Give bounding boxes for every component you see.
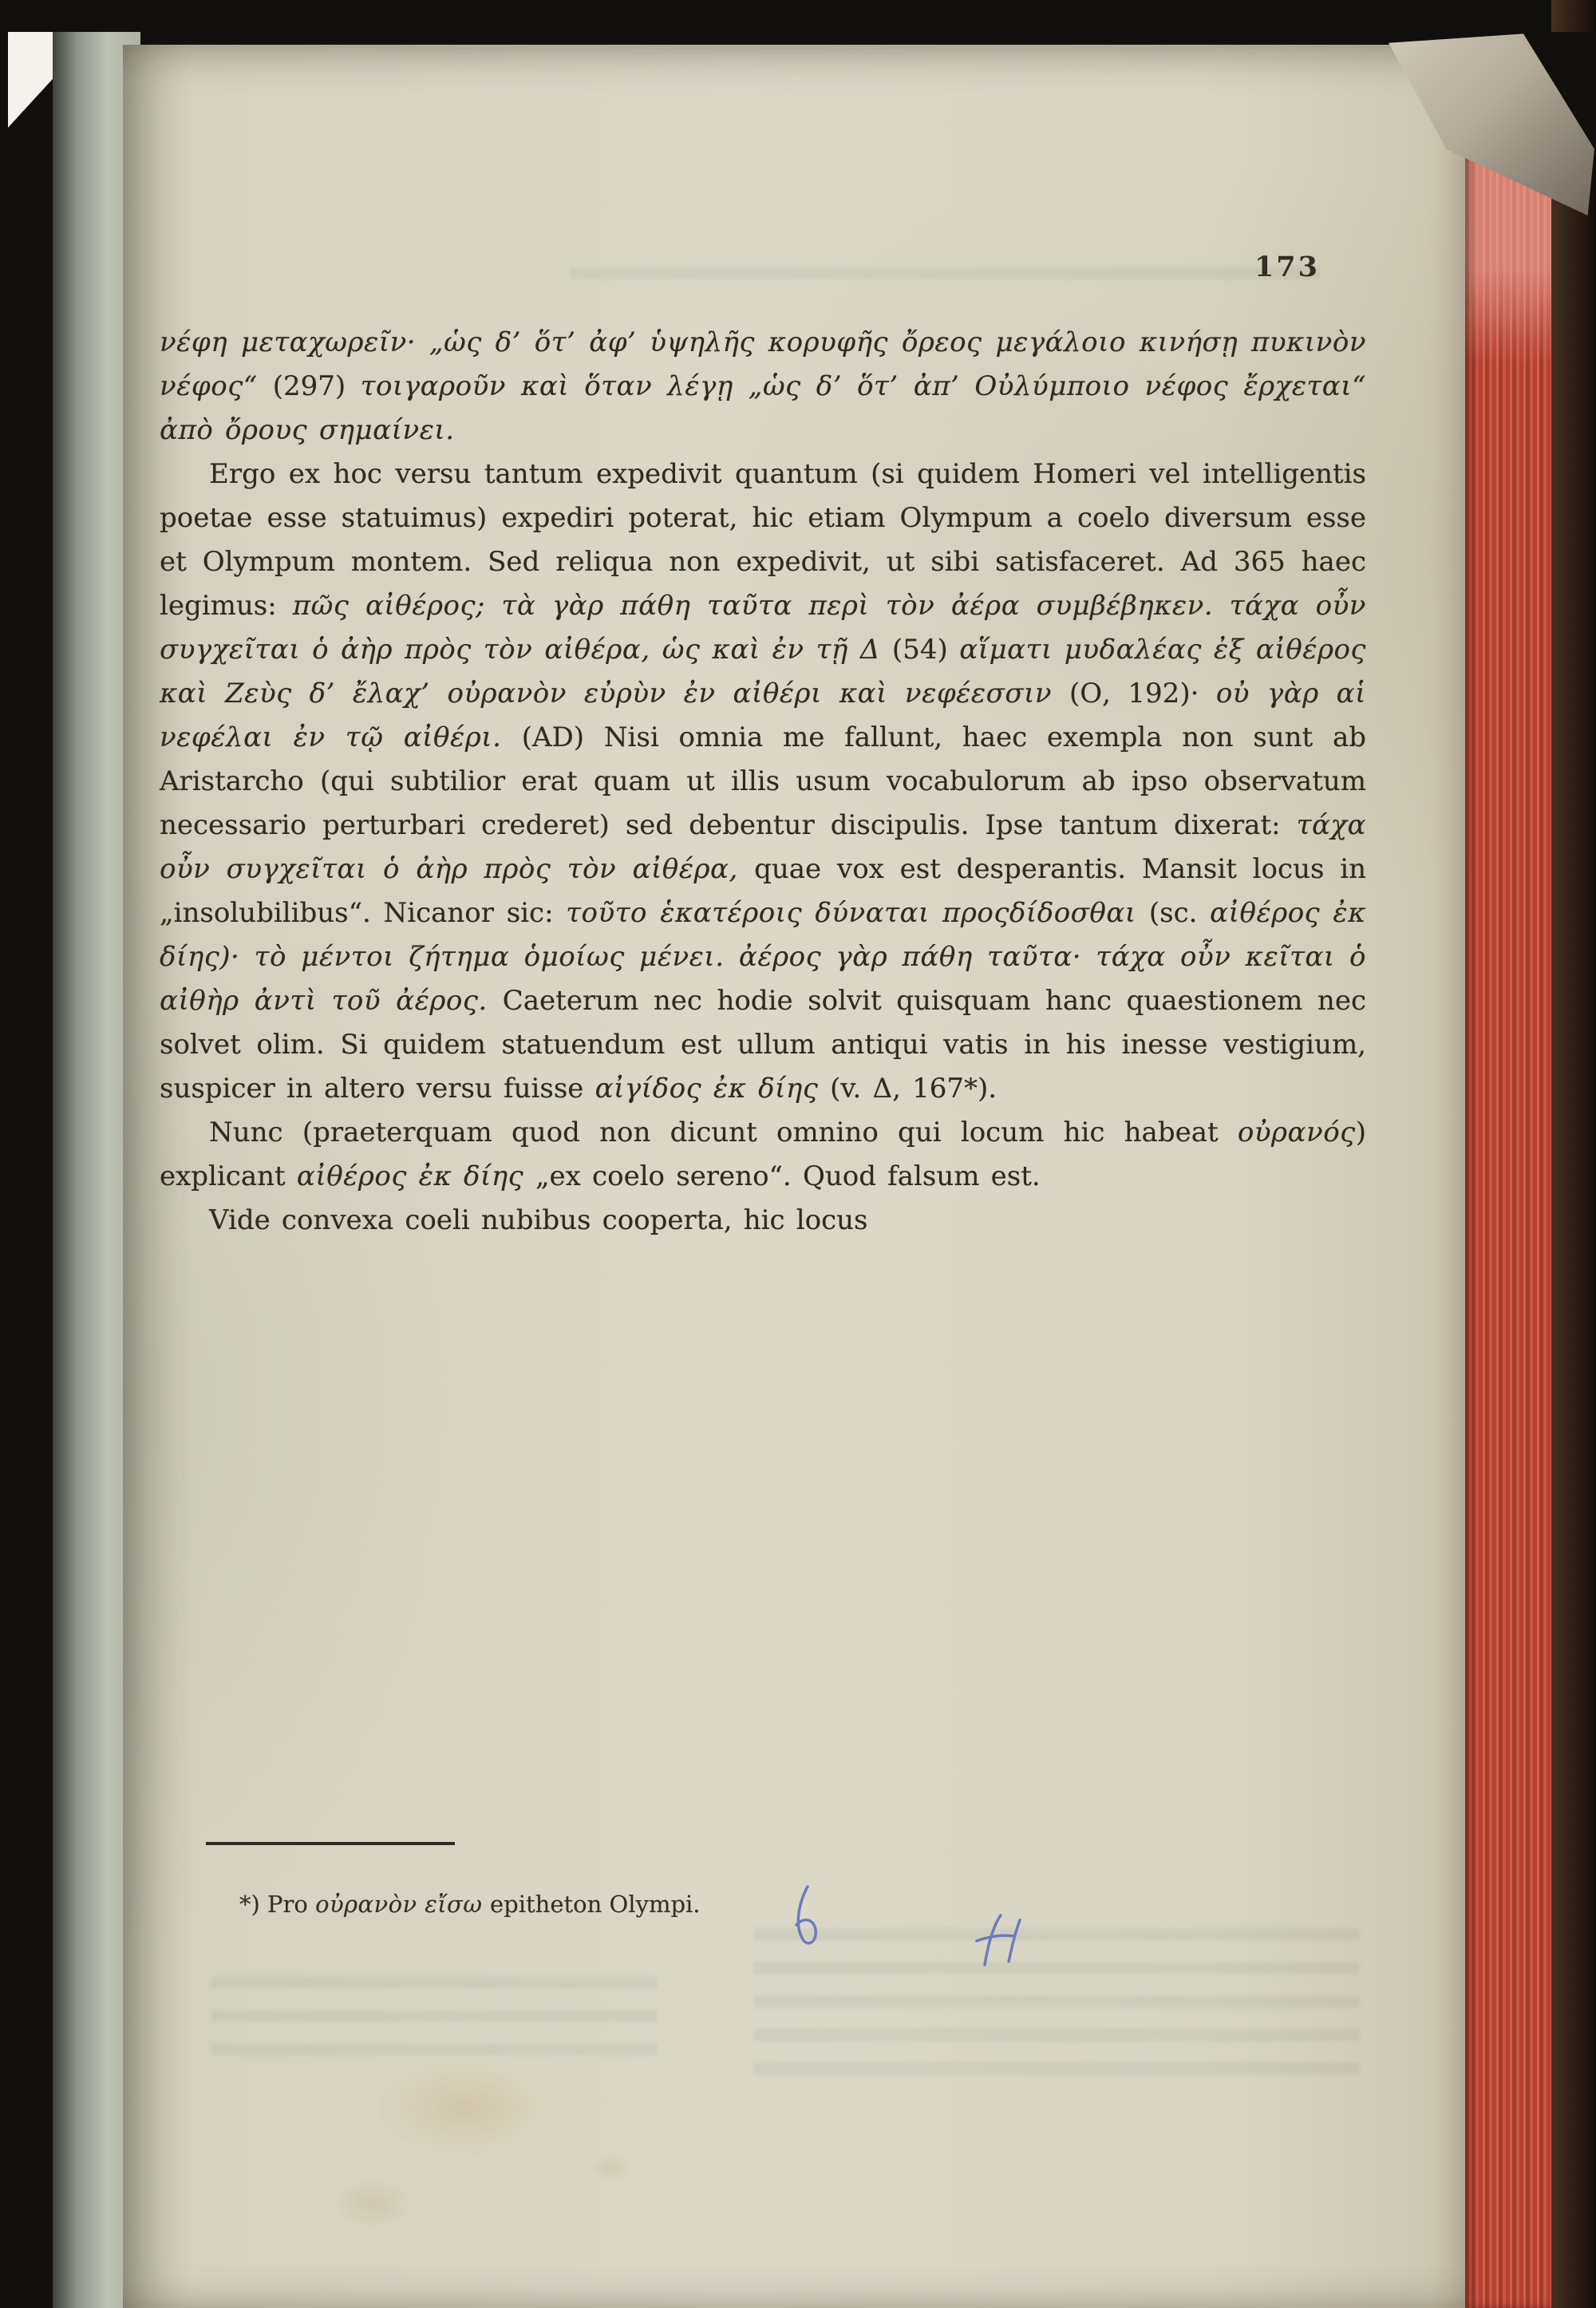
- latin-text-run: (297): [272, 370, 361, 402]
- latin-text-run: Caeterum nec hodie solvit quisquam hanc quaestionem nec solvet olim. Si quidem statuendum est ullum antiqui vatis in his inesse vestigium, suspicer in altero versu fuisse: [160, 985, 1366, 1105]
- red-fore-edge: [1465, 156, 1558, 2308]
- greek-text-run: αἰθέρος ἐκ δίης: [296, 1160, 535, 1192]
- greek-text-run: οὐ γὰρ αἱ νεφέλαι ἐν τῷ αἰθέρι.: [160, 678, 1366, 753]
- show-through-text: [211, 1976, 658, 2064]
- text-body: [160, 321, 1366, 1243]
- paragraph: [160, 453, 1366, 1111]
- latin-text-run: (sc.: [1148, 897, 1211, 929]
- greek-text-run: τοῦτο ἑκατέροις δύναται προςδίδοσθαι: [566, 897, 1149, 929]
- paragraph: [160, 1111, 1366, 1199]
- latin-text-run: Ergo ex hoc versu tantum expedivit quantum (si quidem Homeri vel intelligentis poetae esse statuimus) expediri poterat, hic etiam Olympum a coelo diversum esse et Olympum montem. Sed reliqua non expedivit, ut sibi satisfaceret. Ad 365 haec legimus:: [160, 458, 1366, 622]
- greek-text-run: αἰθέρος ἐκ δίης)· τὸ μέντοι ζήτημα ὁμοίως μένει. ἀέρος γὰρ πάθη ταῦτα· τάχα οὖν κεῖται ὁ αἰθὴρ ἀντὶ τοῦ ἀέρος.: [160, 897, 1366, 1017]
- latin-text-run: (v. Δ, 167*).: [830, 1073, 998, 1105]
- latin-text-run: quae vox est desperantis. Mansit locus in „insolubilibus“. Nicanor sic:: [160, 853, 1366, 929]
- greek-text-run: οὐρανὸν εἴσω: [315, 1891, 491, 1918]
- greek-text-run: οὐρανός: [1237, 1116, 1356, 1148]
- latin-text-run: Nunc (praeterquam quod non dicunt omnino qui locum hic habeat: [209, 1116, 1238, 1148]
- footnote-rule: [206, 1842, 455, 1845]
- book-page: [123, 45, 1473, 2308]
- paragraph: [160, 321, 1366, 453]
- blue-ink-mark: [967, 1909, 1031, 1973]
- paragraph: [160, 1199, 1366, 1243]
- latin-text-run: (Ο, 192)·: [1069, 678, 1216, 709]
- greek-text-run: τοιγαροῦν καὶ ὅταν λέγῃ „ὡς δ’ ὅτ’ ἀπ’ Οὐλύμποιο νέφος ἔρχεται“ ἀπὸ ὄρους σημαίνει.: [160, 370, 1366, 446]
- page-number: 173: [1254, 251, 1320, 283]
- latin-text-run: (54): [891, 634, 960, 666]
- latin-text-run: (AD) Nisi omnia me fallunt, haec exempla non sunt ab Aristarcho (qui subtilior erat quam ut illis usum vocabulorum ab ipso observatum necessario perturbari crederet) sed debentur discipulis. Ipse tantum dixerat:: [160, 721, 1366, 841]
- latin-text-run: ) explicant: [160, 1116, 1366, 1192]
- greek-text-run: αἰγίδος ἐκ δίης: [595, 1073, 831, 1105]
- book-cover-edge: [1551, 0, 1596, 2308]
- greek-text-run: τάχα οὖν συγχεῖται ὁ ἀὴρ πρὸς τὸν αἰθέρα,: [160, 809, 1366, 885]
- latin-text-run: *) Pro: [239, 1891, 316, 1918]
- show-through-text: [753, 1928, 1360, 2088]
- greek-text-run: αἵματι μυδαλέας ἐξ αἰθέρος καὶ Ζεὺς δ’ ἔλαχ’ οὐρανὸν εὐρὺν ἐν αἰθέρι καὶ νεφέεσσιν: [160, 634, 1366, 709]
- latin-text-run: Vide convexa coeli nubibus cooperta, hic locus: [209, 1204, 868, 1236]
- greek-text-run: νέφη μεταχωρεῖν· „ὡς δ’ ὅτ’ ἀφ’ ὑψηλῆς κορυφῆς ὄρεος μεγάλοιο κινήσῃ πυκινὸν νέφος“: [160, 326, 1366, 402]
- greek-text-run: πῶς αἰθέρος; τὰ γὰρ πάθη ταῦτα περὶ τὸν ἀέρα συμβέβηκεν. τάχα οὖν συγχεῖται ὁ ἀὴρ πρὸς τὸν αἰθέρα, ὡς καὶ ἐν τῇ Δ: [160, 590, 1366, 666]
- latin-text-run: „ex coelo sereno“. Quod falsum est.: [535, 1160, 1041, 1192]
- latin-text-run: epitheton Olympi.: [490, 1891, 701, 1918]
- blue-ink-mark: [784, 1880, 832, 1952]
